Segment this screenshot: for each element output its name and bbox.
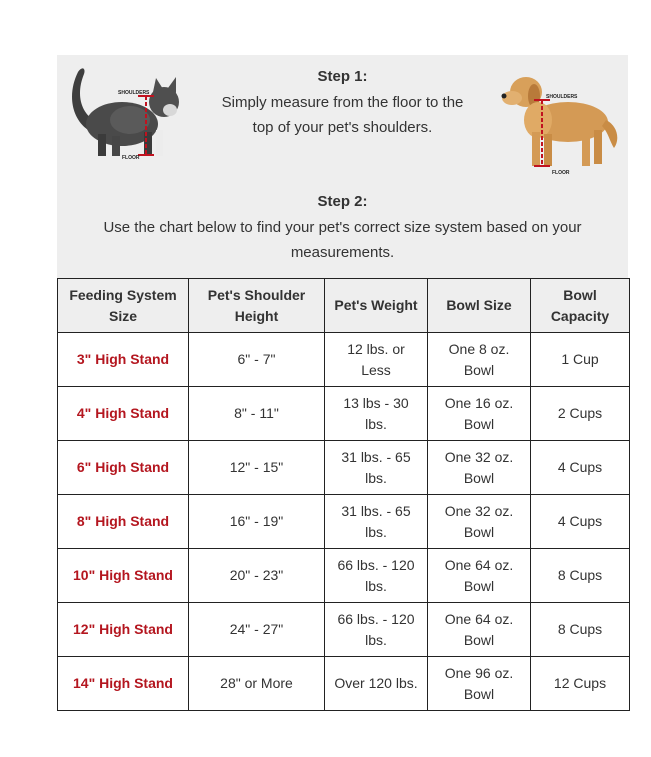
- step-2-title: Step 2:: [317, 193, 368, 210]
- header-line: Feeding System: [69, 286, 177, 303]
- header-bowl-capacity: [531, 279, 630, 333]
- header-line: Height: [234, 307, 279, 324]
- weight-line: lbs.: [365, 523, 387, 540]
- cat-floor-label: FLOOR: [122, 155, 140, 161]
- bowl-line: One 64 oz.: [444, 610, 514, 627]
- table-row: [58, 549, 630, 603]
- bowl-size-cell: [428, 387, 531, 441]
- bowl-line: One 96 oz.: [444, 664, 514, 681]
- table-row: [58, 387, 630, 441]
- stand-size-cell: 12" High Stand: [58, 603, 189, 657]
- stand-size-cell: 10" High Stand: [58, 549, 189, 603]
- table-row: [58, 495, 630, 549]
- bowl-size-cell: [428, 333, 531, 387]
- bowl-line: One 32 oz.: [444, 502, 514, 519]
- weight-cell: [325, 441, 428, 495]
- shoulder-height-cell: 20" - 23": [189, 549, 325, 603]
- bowl-line: One 8 oz.: [448, 340, 510, 357]
- weight-line: 13 lbs - 30 lbs.: [343, 394, 409, 432]
- stand-size-cell: 6" High Stand: [58, 441, 189, 495]
- capacity-cell: 4 Cups: [531, 441, 630, 495]
- header-line: Bowl: [563, 286, 597, 303]
- step-1-line-2: top of your pet's shoulders.: [252, 119, 433, 136]
- weight-cell: [325, 657, 428, 711]
- header-bowl-size: [428, 279, 531, 333]
- capacity-cell: 12 Cups: [531, 657, 630, 711]
- stand-size-cell: 14" High Stand: [58, 657, 189, 711]
- stand-size-cell: 4" High Stand: [58, 387, 189, 441]
- header-line: Capacity: [550, 307, 610, 324]
- capacity-cell: 8 Cups: [531, 549, 630, 603]
- weight-line: lbs.: [365, 469, 387, 486]
- shoulder-height-cell: 12" - 15": [189, 441, 325, 495]
- bowl-line: Bowl: [463, 631, 495, 648]
- step-1-title: Step 1:: [317, 68, 368, 85]
- header-pet-weight: [325, 279, 428, 333]
- shoulder-height-cell: 24" - 27": [189, 603, 325, 657]
- header-line: Bowl Size: [446, 297, 512, 313]
- dog-floor-label: FLOOR: [552, 170, 570, 176]
- cat-measurement-image: [60, 62, 195, 167]
- capacity-cell: 8 Cups: [531, 603, 630, 657]
- weight-line: 12 lbs. or Less: [347, 340, 405, 378]
- bowl-size-cell: [428, 657, 531, 711]
- table-row: [58, 441, 630, 495]
- weight-cell: [325, 333, 428, 387]
- bowl-line: Bowl: [463, 469, 495, 486]
- header-line: Pet's Shoulder: [207, 286, 306, 303]
- bowl-size-cell: [428, 603, 531, 657]
- weight-line: 66 lbs. - 120: [337, 556, 415, 573]
- step-1: [200, 68, 485, 140]
- weight-line: 66 lbs. - 120: [337, 610, 415, 627]
- bowl-line: Bowl: [463, 361, 495, 378]
- bowl-size-cell: [428, 549, 531, 603]
- dog-icon: [490, 62, 625, 182]
- cat-shoulders-label: SHOULDERS: [118, 90, 150, 96]
- dog-shoulders-label: SHOULDERS: [546, 94, 578, 100]
- weight-line: lbs.: [365, 577, 387, 594]
- bowl-line: One 64 oz.: [444, 556, 514, 573]
- cat-icon: [60, 62, 195, 167]
- step-2: [75, 193, 610, 265]
- shoulder-height-cell: 8" - 11": [189, 387, 325, 441]
- bowl-line: One 32 oz.: [444, 448, 514, 465]
- table-row: [58, 333, 630, 387]
- bowl-line: Bowl: [463, 685, 495, 702]
- table-header-row: [58, 279, 630, 333]
- table-row: [58, 657, 630, 711]
- bowl-line: Bowl: [463, 415, 495, 432]
- capacity-cell: 2 Cups: [531, 387, 630, 441]
- weight-line: Over 120 lbs.: [334, 675, 418, 691]
- capacity-cell: 4 Cups: [531, 495, 630, 549]
- stand-size-cell: 8" High Stand: [58, 495, 189, 549]
- shoulder-height-cell: 6" - 7": [189, 333, 325, 387]
- bowl-size-cell: [428, 495, 531, 549]
- header-shoulder-height: [189, 279, 325, 333]
- shoulder-height-cell: 16" - 19": [189, 495, 325, 549]
- stand-size-cell: 3" High Stand: [58, 333, 189, 387]
- weight-line: 31 lbs. - 65: [341, 502, 411, 519]
- bowl-size-cell: [428, 441, 531, 495]
- weight-cell: [325, 495, 428, 549]
- weight-cell: [325, 387, 428, 441]
- header-feeding-system-size: [58, 279, 189, 333]
- step-2-line-2: measurements.: [290, 244, 395, 261]
- bowl-line: One 16 oz.: [444, 394, 514, 411]
- shoulder-height-cell: 28" or More: [189, 657, 325, 711]
- size-chart-table: [57, 278, 630, 711]
- weight-line: 31 lbs. - 65: [341, 448, 411, 465]
- step-2-line-1: Use the chart below to find your pet's correct size system based on your: [103, 219, 582, 236]
- dog-measurement-image: [490, 62, 625, 182]
- table-row: [58, 603, 630, 657]
- step-1-line-1: Simply measure from the floor to the: [221, 94, 464, 111]
- weight-cell: [325, 603, 428, 657]
- header-line: Pet's Weight: [334, 297, 418, 313]
- weight-cell: [325, 549, 428, 603]
- weight-line: lbs.: [365, 631, 387, 648]
- capacity-cell: 1 Cup: [531, 333, 630, 387]
- bowl-line: Bowl: [463, 523, 495, 540]
- header-line: Size: [108, 307, 137, 324]
- bowl-line: Bowl: [463, 577, 495, 594]
